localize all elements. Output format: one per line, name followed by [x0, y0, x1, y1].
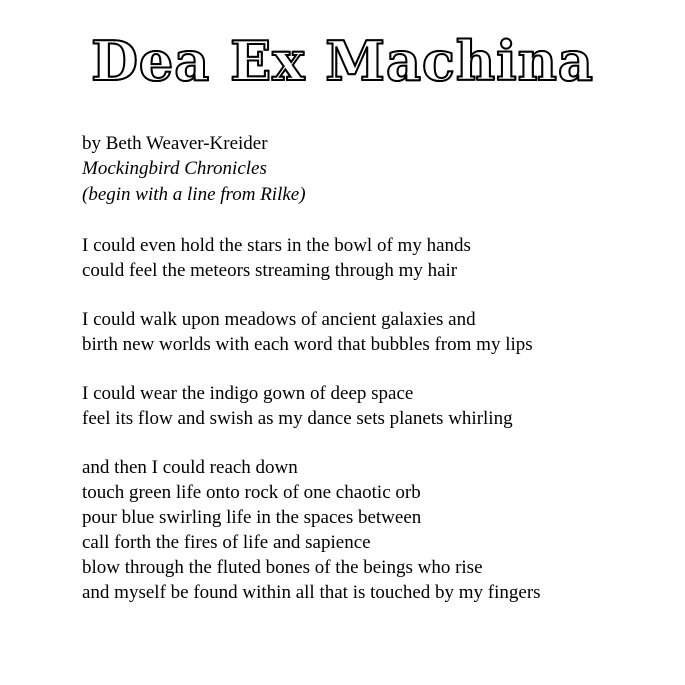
poem-byline: by Beth Weaver-Kreider	[82, 133, 268, 155]
poem-line: and myself be found within all that is touched by my fingers	[82, 582, 541, 604]
stanza	[82, 381, 685, 431]
poem-line: I could wear the indigo gown of deep space	[82, 382, 414, 404]
stanza	[82, 455, 685, 605]
poem-line: feel its flow and swish as my dance sets planets whirling	[82, 408, 513, 430]
stanza	[82, 233, 685, 283]
poem-line: call forth the fires of life and sapience	[82, 532, 371, 554]
poem-line: I could walk upon meadows of ancient galaxies and	[82, 308, 476, 330]
poem-line: birth new worlds with each word that bubbles from my lips	[82, 333, 533, 355]
poem-body	[82, 233, 685, 606]
poem-line: could feel the meteors streaming through my hair	[82, 259, 458, 281]
poem-epigraph-note: (begin with a line from Rilke)	[82, 183, 306, 205]
poem-source-collection: Mockingbird Chronicles	[82, 158, 267, 180]
poem-line: blow through the fluted bones of the beings who rise	[82, 557, 483, 579]
poem-metadata	[82, 131, 685, 206]
poem-line: pour blue swirling life in the spaces between	[82, 507, 422, 529]
stanza	[82, 307, 685, 357]
poem-line: touch green life onto rock of one chaotic orb	[82, 482, 421, 504]
page-title: Dea Ex Machina	[91, 29, 594, 93]
poem-line: and then I could reach down	[82, 457, 298, 479]
poem-line: I could even hold the stars in the bowl of my hands	[82, 234, 471, 256]
